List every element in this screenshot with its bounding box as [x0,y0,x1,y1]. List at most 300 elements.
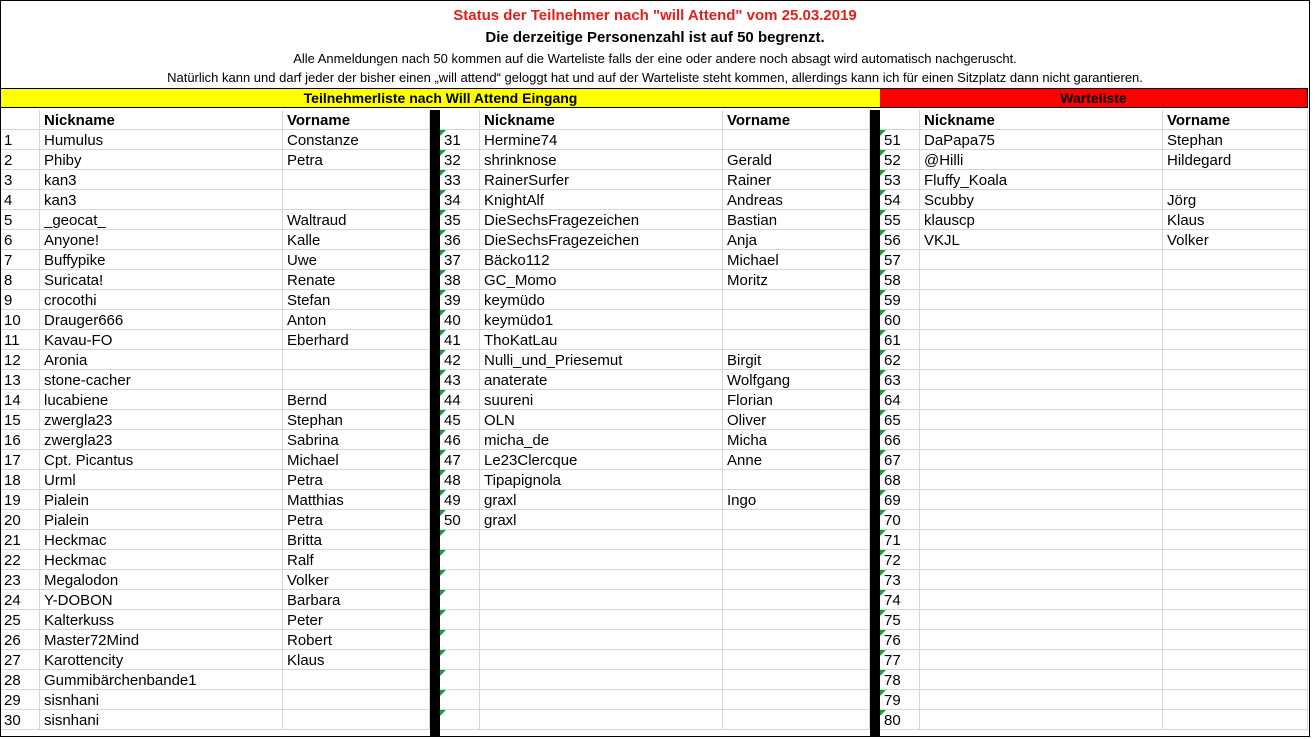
firstname-cell[interactable] [723,710,870,730]
row-number-cell[interactable]: 18 [0,470,40,490]
nickname-cell[interactable] [920,690,1163,710]
firstname-cell[interactable] [723,650,870,670]
row-number-cell[interactable] [440,310,480,330]
firstname-cell[interactable]: Jörg [1163,190,1308,210]
row-number-cell[interactable] [440,290,480,310]
nickname-cell[interactable]: lucabiene [40,390,283,410]
firstname-cell[interactable] [1163,370,1308,390]
firstname-cell[interactable] [1163,450,1308,470]
firstname-cell[interactable]: Klaus [1163,210,1308,230]
firstname-cell[interactable] [1163,270,1308,290]
firstname-cell[interactable] [1163,590,1308,610]
nickname-cell[interactable] [920,390,1163,410]
nickname-cell[interactable]: Fluffy_Koala [920,170,1163,190]
nickname-cell[interactable]: Cpt. Picantus [40,450,283,470]
nickname-cell[interactable] [920,430,1163,450]
firstname-cell[interactable] [283,670,430,690]
nickname-cell[interactable]: suureni [480,390,723,410]
firstname-cell[interactable]: Peter [283,610,430,630]
row-number-cell[interactable] [440,530,480,550]
firstname-cell[interactable] [1163,390,1308,410]
firstname-cell[interactable]: Florian [723,390,870,410]
firstname-cell[interactable]: Stephan [1163,130,1308,150]
nickname-cell[interactable] [480,590,723,610]
nickname-cell[interactable] [920,370,1163,390]
row-number-cell[interactable] [880,490,920,510]
row-number-cell[interactable] [440,350,480,370]
row-number-cell[interactable] [440,490,480,510]
nickname-cell[interactable]: graxl [480,490,723,510]
row-number-cell[interactable] [440,670,480,690]
nickname-cell[interactable]: Le23Clercque [480,450,723,470]
firstname-cell[interactable]: Barbara [283,590,430,610]
row-number-cell[interactable] [880,590,920,610]
nickname-cell[interactable]: VKJL [920,230,1163,250]
nickname-cell[interactable]: zwergla23 [40,430,283,450]
table-row [880,510,1308,530]
nickname-cell[interactable]: sisnhani [40,690,283,710]
firstname-cell[interactable]: Kalle [283,230,430,250]
firstname-cell[interactable]: Micha [723,430,870,450]
firstname-cell[interactable] [723,310,870,330]
row-number-cell[interactable]: 8 [0,270,40,290]
firstname-cell[interactable] [1163,570,1308,590]
header-number-cell[interactable] [440,110,480,130]
firstname-cell[interactable] [723,590,870,610]
row-number-cell[interactable] [880,370,920,390]
firstname-cell[interactable] [723,670,870,690]
row-number-cell[interactable] [440,610,480,630]
firstname-cell[interactable]: Volker [283,570,430,590]
row-number-cell[interactable]: 3 [0,170,40,190]
table-row [440,490,870,510]
firstname-cell[interactable] [723,330,870,350]
nickname-cell[interactable] [920,650,1163,670]
firstname-cell[interactable]: Bastian [723,210,870,230]
row-number-cell[interactable]: 30 [0,710,40,730]
nickname-cell[interactable]: Megalodon [40,570,283,590]
nickname-cell[interactable] [480,530,723,550]
firstname-cell[interactable]: Uwe [283,250,430,270]
header-firstname-cell[interactable]: Vorname [1163,110,1308,130]
nickname-cell[interactable]: Gummibärchenbande1 [40,670,283,690]
nickname-cell[interactable]: Buffypike [40,250,283,270]
firstname-cell[interactable]: Stefan [283,290,430,310]
nickname-cell[interactable]: micha_de [480,430,723,450]
row-number-text: 39 [444,292,461,309]
row-number-cell[interactable] [440,430,480,450]
row-number-cell[interactable] [440,230,480,250]
row-number-cell[interactable] [880,570,920,590]
nickname-cell[interactable] [920,410,1163,430]
firstname-cell[interactable]: Ralf [283,550,430,570]
table-row [0,510,430,530]
nickname-cell[interactable] [920,270,1163,290]
nickname-cell[interactable]: crocothi [40,290,283,310]
row-number-text: 73 [884,572,901,589]
firstname-cell[interactable] [1163,670,1308,690]
nickname-cell[interactable]: shrinknose [480,150,723,170]
row-number-cell[interactable]: 7 [0,250,40,270]
row-number-cell[interactable] [440,690,480,710]
row-number-cell[interactable]: 13 [0,370,40,390]
firstname-cell[interactable] [723,630,870,650]
row-number-cell[interactable] [440,130,480,150]
firstname-cell[interactable]: Eberhard [283,330,430,350]
firstname-cell[interactable] [723,550,870,570]
firstname-cell[interactable] [1163,630,1308,650]
firstname-cell[interactable] [1163,430,1308,450]
row-number-cell[interactable] [880,650,920,670]
nickname-cell[interactable]: KnightAlf [480,190,723,210]
cell-marker-icon [880,670,886,676]
nickname-cell[interactable]: anaterate [480,370,723,390]
nickname-cell[interactable] [920,250,1163,270]
row-number-text: 44 [444,392,461,409]
firstname-cell[interactable]: Matthias [283,490,430,510]
row-number-cell[interactable] [880,550,920,570]
row-number-cell[interactable] [440,150,480,170]
row-number-cell[interactable]: 29 [0,690,40,710]
nickname-cell[interactable] [920,310,1163,330]
nickname-cell[interactable]: Hermine74 [480,130,723,150]
firstname-cell[interactable] [723,530,870,550]
firstname-cell[interactable] [1163,350,1308,370]
row-number-cell[interactable] [440,450,480,470]
row-number-cell[interactable] [880,170,920,190]
row-number-cell[interactable] [440,650,480,670]
nickname-cell[interactable] [920,550,1163,570]
firstname-cell[interactable]: Anton [283,310,430,330]
firstname-cell[interactable]: Anja [723,230,870,250]
cell-marker-icon [440,430,446,436]
nickname-cell[interactable] [920,610,1163,630]
firstname-cell[interactable]: Stephan [283,410,430,430]
row-number-cell[interactable]: 10 [0,310,40,330]
row-number-cell[interactable]: 23 [0,570,40,590]
firstname-cell[interactable] [723,690,870,710]
row-number-cell[interactable] [880,130,920,150]
row-number-cell[interactable]: 14 [0,390,40,410]
row-number-cell[interactable] [440,510,480,530]
firstname-cell[interactable] [1163,330,1308,350]
nickname-cell[interactable]: DaPapa75 [920,130,1163,150]
nickname-cell[interactable]: RainerSurfer [480,170,723,190]
firstname-cell[interactable]: Klaus [283,650,430,670]
nickname-cell[interactable] [480,670,723,690]
row-number-cell[interactable] [880,410,920,430]
row-number-cell[interactable] [880,610,920,630]
firstname-cell[interactable]: Oliver [723,410,870,430]
row-number-cell[interactable] [440,550,480,570]
row-number-cell[interactable] [440,370,480,390]
firstname-cell[interactable] [1163,310,1308,330]
cell-marker-icon [440,410,446,416]
row-number-cell[interactable] [440,590,480,610]
row-number-cell[interactable] [880,510,920,530]
row-number-cell[interactable] [880,670,920,690]
firstname-cell[interactable] [723,610,870,630]
nickname-cell[interactable]: DieSechsFragezeichen [480,230,723,250]
row-number-cell[interactable]: 22 [0,550,40,570]
nickname-cell[interactable]: Scubby [920,190,1163,210]
firstname-cell[interactable] [1163,290,1308,310]
row-number-cell[interactable] [880,150,920,170]
row-number-text: 70 [884,512,901,529]
firstname-cell[interactable]: Volker [1163,230,1308,250]
nickname-cell[interactable]: graxl [480,510,723,530]
firstname-cell[interactable] [723,570,870,590]
row-number-cell[interactable]: 21 [0,530,40,550]
firstname-cell[interactable] [1163,410,1308,430]
nickname-cell[interactable] [480,610,723,630]
nickname-cell[interactable]: Karottencity [40,650,283,670]
firstname-cell[interactable]: Constanze [283,130,430,150]
row-number-cell[interactable]: 15 [0,410,40,430]
row-number-text: 66 [884,432,901,449]
nickname-cell[interactable] [920,330,1163,350]
nickname-cell[interactable]: klauscp [920,210,1163,230]
row-number-cell[interactable] [440,410,480,430]
firstname-cell[interactable] [1163,470,1308,490]
cell-marker-icon [440,190,446,196]
nickname-cell[interactable]: Tipapignola [480,470,723,490]
row-number-cell[interactable]: 25 [0,610,40,630]
nickname-cell[interactable] [920,710,1163,730]
nickname-cell[interactable] [920,490,1163,510]
firstname-cell[interactable] [1163,530,1308,550]
firstname-cell[interactable] [1163,490,1308,510]
header-number-cell[interactable] [0,110,40,130]
row-number-cell[interactable]: 5 [0,210,40,230]
cell-marker-icon [440,290,446,296]
firstname-cell[interactable]: Waltraud [283,210,430,230]
nickname-cell[interactable]: keymüdo [480,290,723,310]
nickname-cell[interactable]: @Hilli [920,150,1163,170]
row-number-cell[interactable] [440,390,480,410]
nickname-cell[interactable]: zwergla23 [40,410,283,430]
row-number-cell[interactable] [880,250,920,270]
row-number-cell[interactable] [440,210,480,230]
nickname-cell[interactable]: sisnhani [40,710,283,730]
nickname-cell[interactable]: Heckmac [40,530,283,550]
firstname-cell[interactable] [1163,170,1308,190]
row-number-cell[interactable]: 1 [0,130,40,150]
row-number-cell[interactable]: 27 [0,650,40,670]
table-row [880,250,1308,270]
nickname-cell[interactable] [480,630,723,650]
firstname-cell[interactable] [723,470,870,490]
firstname-cell[interactable]: Robert [283,630,430,650]
nickname-cell[interactable] [920,350,1163,370]
nickname-cell[interactable]: DieSechsFragezeichen [480,210,723,230]
firstname-cell[interactable] [283,370,430,390]
nickname-cell[interactable]: Anyone! [40,230,283,250]
nickname-cell[interactable] [920,570,1163,590]
nickname-cell[interactable] [920,670,1163,690]
row-number-cell[interactable] [880,710,920,730]
firstname-cell[interactable]: Birgit [723,350,870,370]
nickname-cell[interactable]: Master72Mind [40,630,283,650]
row-number-text: 43 [444,372,461,389]
row-number-cell[interactable] [880,690,920,710]
firstname-cell[interactable] [283,690,430,710]
row-number-cell[interactable] [440,250,480,270]
nickname-cell[interactable]: Urml [40,470,283,490]
row-number-cell[interactable] [440,470,480,490]
nickname-cell[interactable]: Y-DOBON [40,590,283,610]
firstname-cell[interactable]: Wolfgang [723,370,870,390]
nickname-cell[interactable]: ThoKatLau [480,330,723,350]
row-number-text: 32 [444,152,461,169]
nickname-cell[interactable] [480,570,723,590]
header-nickname-cell[interactable]: Nickname [40,110,283,130]
firstname-cell[interactable]: Renate [283,270,430,290]
row-number-cell[interactable] [880,390,920,410]
row-number-cell[interactable]: 9 [0,290,40,310]
row-number-cell[interactable]: 12 [0,350,40,370]
nickname-cell[interactable]: Kavau-FO [40,330,283,350]
row-number-cell[interactable]: 24 [0,590,40,610]
nickname-cell[interactable]: OLN [480,410,723,430]
firstname-cell[interactable] [1163,710,1308,730]
firstname-cell[interactable]: Michael [283,450,430,470]
firstname-cell[interactable] [723,130,870,150]
nickname-cell[interactable]: Drauger666 [40,310,283,330]
table-row [440,170,870,190]
row-number-cell[interactable] [880,310,920,330]
row-number-cell[interactable] [880,350,920,370]
row-number-cell[interactable] [440,190,480,210]
nickname-cell[interactable]: Kalterkuss [40,610,283,630]
firstname-cell[interactable] [1163,650,1308,670]
nickname-cell[interactable]: Pialein [40,490,283,510]
row-number-cell[interactable] [440,270,480,290]
row-number-cell[interactable]: 16 [0,430,40,450]
row-number-cell[interactable]: 4 [0,190,40,210]
firstname-cell[interactable] [1163,550,1308,570]
firstname-cell[interactable]: Gerald [723,150,870,170]
firstname-cell[interactable] [283,350,430,370]
row-number-cell[interactable]: 28 [0,670,40,690]
header-nickname-cell[interactable]: Nickname [920,110,1163,130]
firstname-cell[interactable]: Andreas [723,190,870,210]
row-number-cell[interactable]: 20 [0,510,40,530]
nickname-cell[interactable]: Suricata! [40,270,283,290]
firstname-cell[interactable] [1163,610,1308,630]
firstname-cell[interactable]: Petra [283,150,430,170]
row-number-cell[interactable]: 6 [0,230,40,250]
nickname-cell[interactable]: Phiby [40,150,283,170]
row-number-cell[interactable] [440,330,480,350]
firstname-cell[interactable] [283,170,430,190]
row-number-cell[interactable] [440,710,480,730]
row-number-cell[interactable]: 11 [0,330,40,350]
row-number-cell[interactable] [440,570,480,590]
nickname-cell[interactable] [480,690,723,710]
nickname-cell[interactable] [920,450,1163,470]
row-number-cell[interactable] [880,210,920,230]
nickname-cell[interactable] [920,470,1163,490]
row-number-cell[interactable] [880,630,920,650]
firstname-cell[interactable]: Bernd [283,390,430,410]
firstname-cell[interactable]: Petra [283,510,430,530]
row-number-cell[interactable] [880,470,920,490]
row-number-cell[interactable]: 2 [0,150,40,170]
nickname-cell[interactable]: Heckmac [40,550,283,570]
row-number-cell[interactable] [880,230,920,250]
header-number-cell[interactable] [880,110,920,130]
header-nickname-cell[interactable]: Nickname [480,110,723,130]
firstname-cell[interactable] [283,190,430,210]
row-number-cell[interactable] [880,290,920,310]
row-number-cell[interactable]: 17 [0,450,40,470]
nickname-cell[interactable] [480,650,723,670]
nickname-cell[interactable]: kan3 [40,190,283,210]
firstname-cell[interactable]: Britta [283,530,430,550]
nickname-cell[interactable] [920,630,1163,650]
nickname-cell[interactable] [480,710,723,730]
nickname-cell[interactable]: _geocat_ [40,210,283,230]
row-number-cell[interactable] [880,330,920,350]
firstname-cell[interactable]: Moritz [723,270,870,290]
row-number-cell[interactable] [880,430,920,450]
row-number-cell[interactable] [440,170,480,190]
firstname-cell[interactable] [1163,690,1308,710]
firstname-cell[interactable]: Petra [283,470,430,490]
firstname-cell[interactable]: Hildegard [1163,150,1308,170]
nickname-cell[interactable]: GC_Momo [480,270,723,290]
row-number-cell[interactable] [880,270,920,290]
firstname-cell[interactable]: Anne [723,450,870,470]
row-number-cell[interactable] [880,190,920,210]
nickname-cell[interactable]: stone-cacher [40,370,283,390]
firstname-cell[interactable] [1163,510,1308,530]
nickname-cell[interactable]: Aronia [40,350,283,370]
table-row [440,350,870,370]
firstname-cell[interactable] [723,510,870,530]
row-number-cell[interactable]: 19 [0,490,40,510]
table-row [880,230,1308,250]
row-number-cell[interactable] [440,630,480,650]
nickname-cell[interactable]: Nulli_und_Priesemut [480,350,723,370]
nickname-cell[interactable]: kan3 [40,170,283,190]
row-number-cell[interactable] [880,530,920,550]
nickname-cell[interactable]: Bäcko112 [480,250,723,270]
row-number-cell[interactable]: 26 [0,630,40,650]
nickname-cell[interactable] [920,590,1163,610]
cell-marker-icon [440,250,446,256]
header-firstname-cell[interactable]: Vorname [723,110,870,130]
firstname-cell[interactable] [723,290,870,310]
header-firstname-cell[interactable]: Vorname [283,110,430,130]
nickname-cell[interactable] [920,510,1163,530]
nickname-cell[interactable]: Humulus [40,130,283,150]
nickname-cell[interactable]: keymüdo1 [480,310,723,330]
firstname-cell[interactable]: Rainer [723,170,870,190]
firstname-cell[interactable]: Michael [723,250,870,270]
row-number-cell[interactable] [880,450,920,470]
firstname-cell[interactable] [283,710,430,730]
nickname-cell[interactable]: Pialein [40,510,283,530]
nickname-cell[interactable] [480,550,723,570]
firstname-cell[interactable]: Sabrina [283,430,430,450]
nickname-cell[interactable] [920,530,1163,550]
firstname-cell[interactable] [1163,250,1308,270]
cell-marker-icon [440,650,446,656]
nickname-cell[interactable] [920,290,1163,310]
firstname-cell[interactable]: Ingo [723,490,870,510]
